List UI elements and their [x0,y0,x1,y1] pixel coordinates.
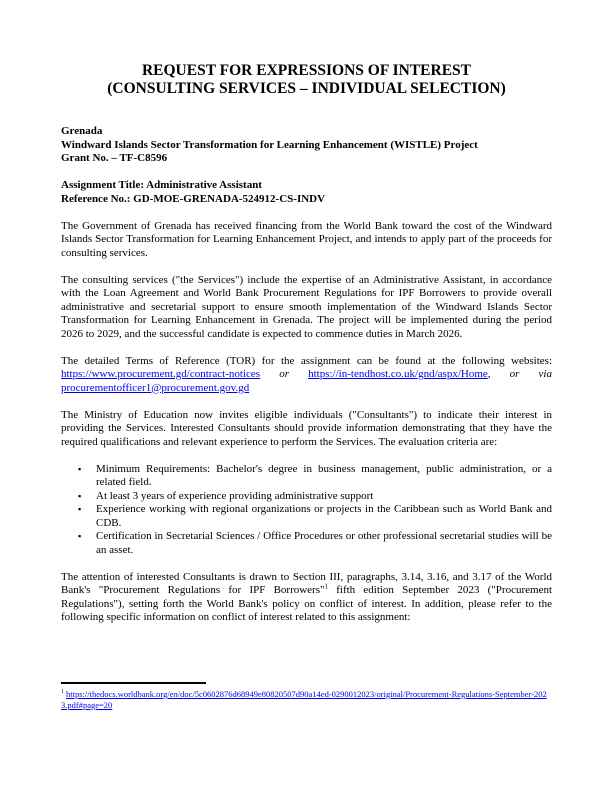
procurement-regulations-link[interactable]: https://thedocs.worldbank.org/en/doc/5c0602876d68949e80820507d90a14ed-0290012023/original/Procurement-Regulations-September-2023.pdf#page=20 [61,688,547,710]
procurement-gd-link[interactable]: https://www.procurement.gd/contract-notices [61,368,261,380]
square-bullet-icon: ▪ [78,490,82,501]
tor-intro-text: The detailed Terms of Reference (TOR) for the assignment can be found at the following websites: [61,354,552,367]
assignment-title-line: Assignment Title: Administrative Assistant [61,179,262,191]
list-item [61,530,552,557]
grant-number-line: Grant No. – TF-C8596 [61,152,168,164]
document-title [61,62,552,98]
in-tendhost-link[interactable]: https://in-tendhost.co.uk/gnd/aspx/Home [308,368,488,380]
paragraph-services-description: The consulting services ("the Services") include the expertise of an Administrative Assistant, in accordance with the Loan Agreement and World Bank Procurement Regulations for IPF Borrowers to provide overall administrative and secretarial support to ensure smooth implementation of the Windward Islands Sector Transformation for Learning Enhancement in Grenada. The project will be implemented during the period 2026 to 2029, and the successful candidate is expected to commence duties in March 2026. [61,273,552,340]
paragraph-conflict-of-interest [61,571,552,625]
evaluation-criteria-list [61,463,552,558]
procurement-officer-email-link[interactable]: procurementofficer1@procurement.gov.gd [61,381,250,394]
coi-text-post: fifth edition September 2023 ("Procurement Regulations"), setting forth the World Bank's policy on conflict of interest. In addition, please refer to the following specific information on conflict of interest related to this assignment: [61,584,553,623]
square-bullet-icon: ▪ [78,463,82,474]
document-title-line2: (CONSULTING SERVICES – INDIVIDUAL SELECTION) [107,80,506,97]
or-connector: or [260,368,309,380]
footnote-area [61,682,552,711]
paragraph-invitation: The Ministry of Education now invites eligible individuals ("Consultants") to indicate their interest in providing the Services. Interested Consultants should provide information demonstrating that they have the required qualifications and relevant experience to perform the Services. The evaluation criteria are: [61,408,552,448]
paragraph-financing: The Government of Grenada has received financing from the World Bank toward the cost of the Windward Islands Sector Transformation for Learning Enhancement Project, and intends to apply part of the proceeds for consulting services. [61,219,552,259]
criteria-regional-experience: Experience working with regional organizations or projects in the Caribbean such as World Bank and CDB. [96,503,552,529]
footnote-separator-rule [61,682,206,684]
footnote-text [61,687,552,711]
criteria-experience-years: At least 3 years of experience providing administrative support [96,489,374,502]
square-bullet-icon: ▪ [78,504,82,514]
country-line: Grenada [61,125,103,137]
list-item [61,503,552,530]
list-item [61,490,552,504]
document-header [61,125,552,166]
square-bullet-icon: ▪ [78,531,82,541]
document-title-line1: REQUEST FOR EXPRESSIONS OF INTEREST [141,62,472,79]
comma-text: , [487,368,491,380]
project-line: Windward Islands Sector Transformation for Learning Enhancement (WISTLE) Project [61,138,478,151]
assignment-block [61,179,552,206]
list-item [61,463,552,490]
coi-text-pre: The attention of interested Consultants is drawn to Section III, paragraphs, 3.14, 3.16, and 3.17 of the World Bank's "Procurement Regulations for IPF Borrowers" [61,570,552,596]
criteria-certification: Certification in Secretarial Sciences / Office Procedures or other professional secretarial studies will be an asset. [96,530,552,556]
footnote-reference-marker: 1 [324,582,328,591]
paragraph-tor-links [61,355,552,396]
or-via-connector: or via [490,368,552,380]
reference-number-line: Reference No.: GD-MOE-GRENADA-524912-CS-INDV [61,192,326,205]
criteria-minimum-requirements: Minimum Requirements: Bachelor's degree in business management, public administration, or a related field. [96,462,552,488]
footnote-number: 1 [61,689,64,695]
